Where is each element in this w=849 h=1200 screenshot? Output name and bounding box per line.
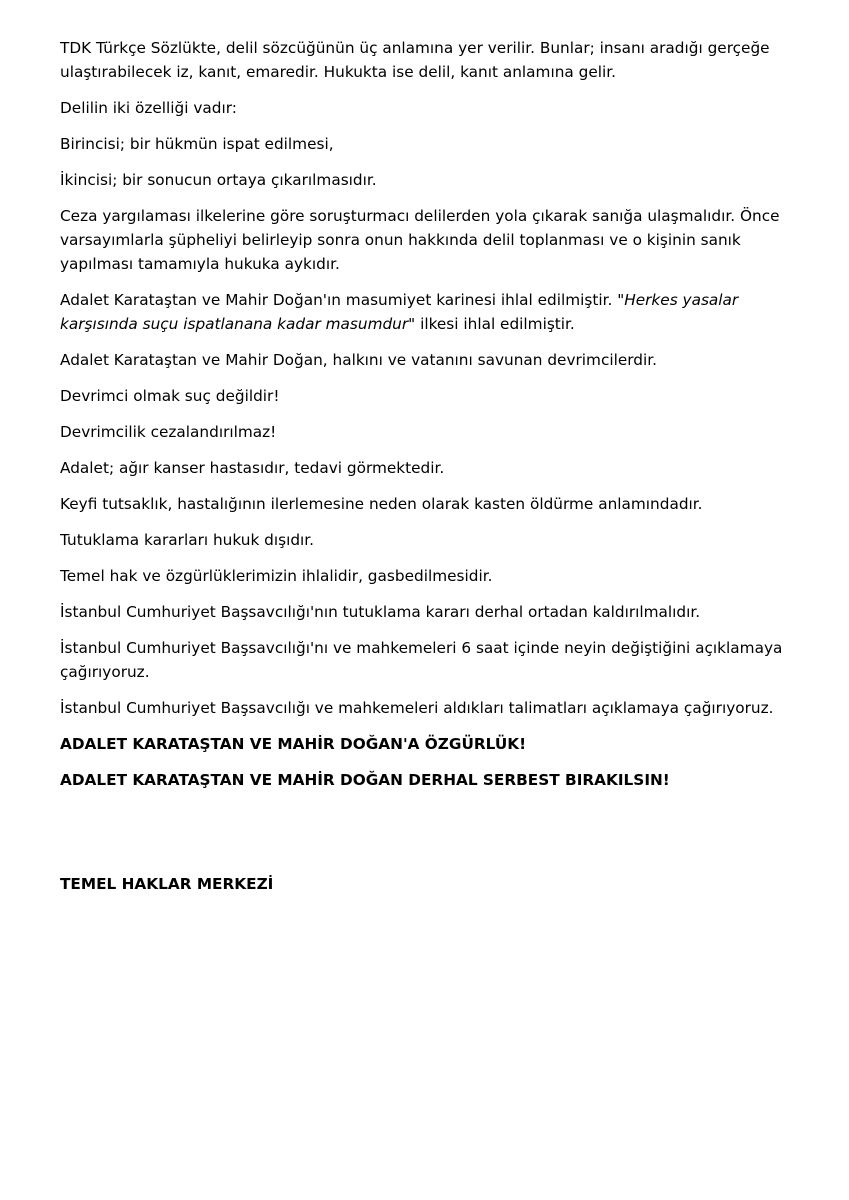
paragraph-explain-change: İstanbul Cumhuriyet Başsavcılığı'nı ve mahkemeleri 6 saat içinde neyin değiştiğini açıklamaya çağırıyoruz. xyxy=(60,639,783,681)
slogan-release: ADALET KARATAŞTAN VE MAHİR DOĞAN DERHAL SERBEST BIRAKILSIN! xyxy=(60,771,670,789)
presumption-text-after: ilkesi ihlal edilmiştir. xyxy=(415,315,575,333)
presumption-text-before: Adalet Karataştan ve Mahir Doğan'ın masumiyet karinesi ihlal edilmiştir. xyxy=(60,291,618,309)
paragraph-revoke-detention: İstanbul Cumhuriyet Başsavcılığı'nın tutuklama kararı derhal ortadan kaldırılmalıdır. xyxy=(60,603,701,621)
paragraph-illness: Adalet; ağır kanser hastasıdır, tedavi görmektedir. xyxy=(60,459,445,477)
paragraph-not-a-crime: Devrimci olmak suç değildir! xyxy=(60,387,280,405)
signature-spacer xyxy=(60,804,800,872)
paragraph-revolutionaries: Adalet Karataştan ve Mahir Doğan, halkını ve vatanını savunan devrimcilerdir. xyxy=(60,351,657,369)
paragraph-first-property: Birincisi; bir hükmün ispat edilmesi, xyxy=(60,135,334,153)
paragraph-delil-definition: TDK Türkçe Sözlükte, delil sözcüğünün üç anlamına yer verilir. Bunlar; insanı aradığı gerçeğe ulaştırabilecek iz, kanıt, emaredir. Hukukta ise delil, kanıt anlamına gelir. xyxy=(60,39,770,81)
signature: TEMEL HAKLAR MERKEZİ xyxy=(60,875,274,893)
paragraph-arbitrary-detention: Keyfi tutsaklık, hastalığının ilerlemesine neden olarak kasten öldürme anlamındadır. xyxy=(60,495,703,513)
paragraph-criminal-procedure: Ceza yargılaması ilkelerine göre soruşturmacı delilerden yola çıkarak sanığa ulaşmalıdır. Önce varsayımlarla şüpheliyi belirleyip sonra onun hakkında delil toplanması ve o kişinin sanık yapılması tamamıyla hukuka aykıdır. xyxy=(60,207,780,273)
slogan-freedom: ADALET KARATAŞTAN VE MAHİR DOĞAN'A ÖZGÜRLÜK! xyxy=(60,735,527,753)
paragraph-unlawful-decisions: Tutuklama kararları hukuk dışıdır. xyxy=(60,531,315,549)
paragraph-rights-violation: Temel hak ve özgürlüklerimizin ihlalidir, gasbedilmesidir. xyxy=(60,567,493,585)
paragraph-explain-instructions: İstanbul Cumhuriyet Başsavcılığı ve mahkemeleri aldıkları talimatları açıklamaya çağırıyoruz. xyxy=(60,699,774,717)
paragraph-not-punishable: Devrimcilik cezalandırılmaz! xyxy=(60,423,277,441)
presumption-quote: "Herkes yasalar karşısında suçu ispatlanana kadar masumdur" xyxy=(60,291,739,333)
document-body xyxy=(60,36,800,908)
paragraph-delil-properties: Delilin iki özelliği vadır: xyxy=(60,99,237,117)
paragraph-second-property: İkincisi; bir sonucun ortaya çıkarılmasıdır. xyxy=(60,171,377,189)
paragraph-presumption-of-innocence xyxy=(60,288,800,336)
